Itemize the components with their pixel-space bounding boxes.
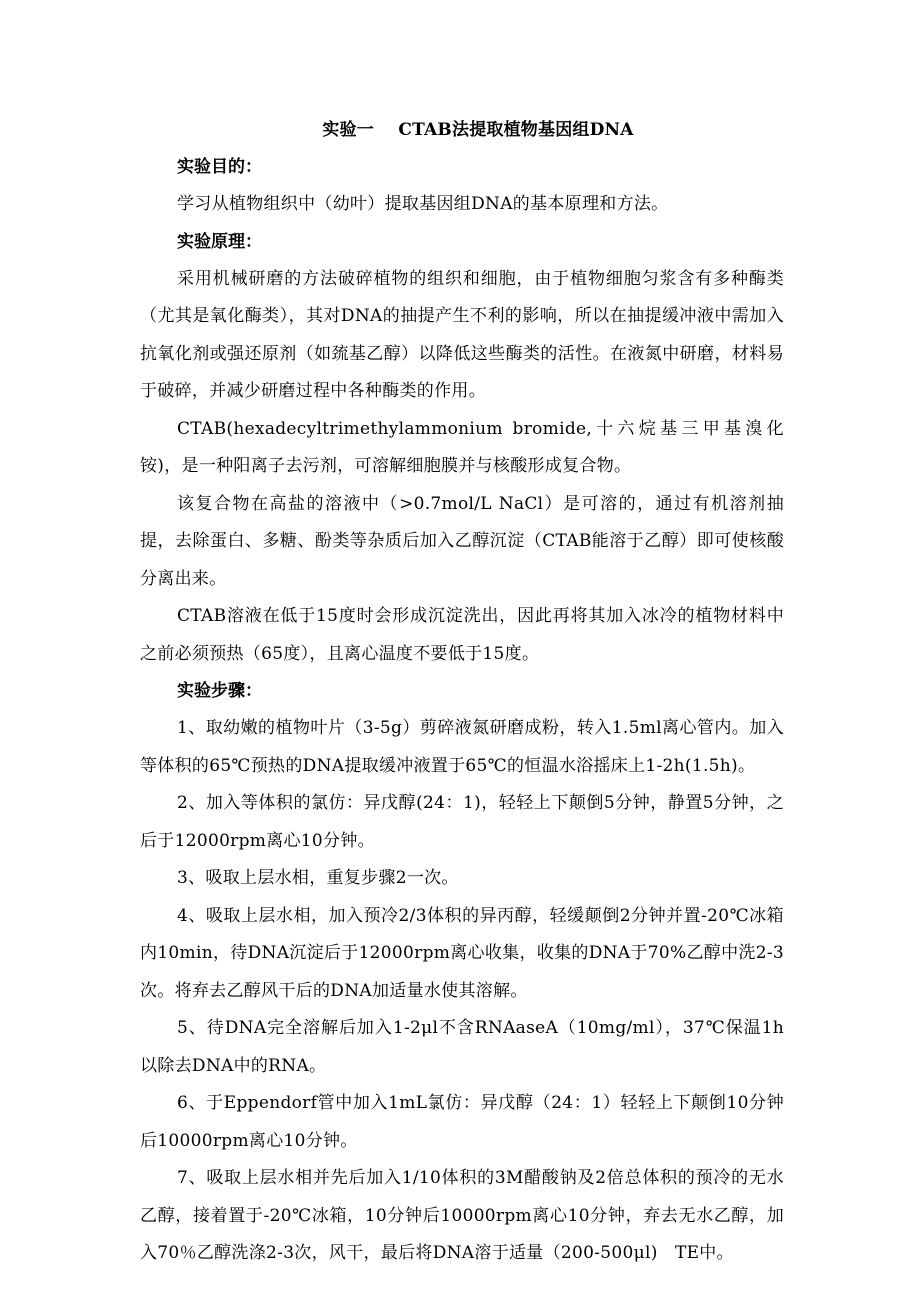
document-title: 实验一 CTAB法提取植物基因组DNA [322, 120, 634, 140]
step-paragraph: 5、待DNA完全溶解后加入1-2μl不含RNAaseA（10mg/ml），37℃保温1h以除去DNA中的RNA。 [140, 1018, 784, 1076]
principle-paragraph: CTAB(hexadecyltrimethylammonium bromide,十六烷基三甲基溴化铵)，是一种阳离子去污剂，可溶解细胞膜并与核酸形成复合物。 [140, 418, 784, 476]
step-paragraph: 4、吸取上层水相，加入预冷2/3体积的异丙醇，轻缓颠倒2分钟并置-20℃冰箱内10min，待DNA沉淀后于12000rpm离心收集，收集的DNA于70%乙醇中洗2-3次。将弃去乙醇风干后的DNA加适量水使其溶解。 [140, 905, 784, 1001]
principle-paragraph: 采用机械研磨的方法破碎植物的组织和细胞，由于植物细胞匀浆含有多种酶类（尤其是氧化酶类），其对DNA的抽提产生不利的影响，所以在抽提缓冲液中需加入抗氧化剂或强还原剂（如巯基乙醇）以降低这些酶类的活性。在液氮中研磨，材料易于破碎，并减少研磨过程中各种酶类的作用。 [140, 268, 784, 401]
principle-paragraph: 该复合物在高盐的溶液中（>0.7mol/L NaCl）是可溶的，通过有机溶剂抽提，去除蛋白、多糖、酚类等杂质后加入乙醇沉淀（CTAB能溶于乙醇）即可使核酸分离出来。 [140, 493, 784, 589]
document-body [140, 116, 784, 1273]
purpose-heading: 实验目的： [177, 157, 262, 177]
step-paragraph: 7、吸取上层水相并先后加入1/10体积的3M醋酸钠及2倍总体积的预冷的无水乙醇，接着置于-20℃冰箱，10分钟后10000rpm离心10分钟，弃去无水乙醇，加入70％乙醇洗涤2-3次，风干，最后将DNA溶于适量（200-500μl) TE中。 [140, 1168, 784, 1263]
step-paragraph: 2、加入等体积的氯仿：异戊醇(24：1)，轻轻上下颠倒5分钟，静置5分钟，之后于12000rpm离心10分钟。 [140, 793, 784, 851]
principle-paragraph: CTAB溶液在低于15度时会形成沉淀洗出，因此再将其加入冰冷的植物材料中之前必须预热（65度），且离心温度不要低于15度。 [140, 606, 784, 664]
principle-heading: 实验原理： [177, 231, 262, 252]
purpose-paragraph: 学习从植物组织中（幼叶）提取基因组DNA的基本原理和方法。 [177, 194, 669, 214]
steps-heading: 实验步骤： [177, 681, 262, 701]
step-paragraph: 1、取幼嫩的植物叶片（3-5g）剪碎液氮研磨成粉，转入1.5ml离心管内。加入等体积的65℃预热的DNA提取缓冲液置于65℃的恒温水浴摇床上1-2h(1.5h)。 [140, 718, 784, 776]
step-paragraph: 6、于Eppendorf管中加入1mL氯仿：异戊醇（24：1）轻轻上下颠倒10分钟后10000rpm离心10分钟。 [140, 1093, 784, 1151]
step-paragraph: 3、吸取上层水相，重复步骤2一次。 [177, 868, 459, 888]
